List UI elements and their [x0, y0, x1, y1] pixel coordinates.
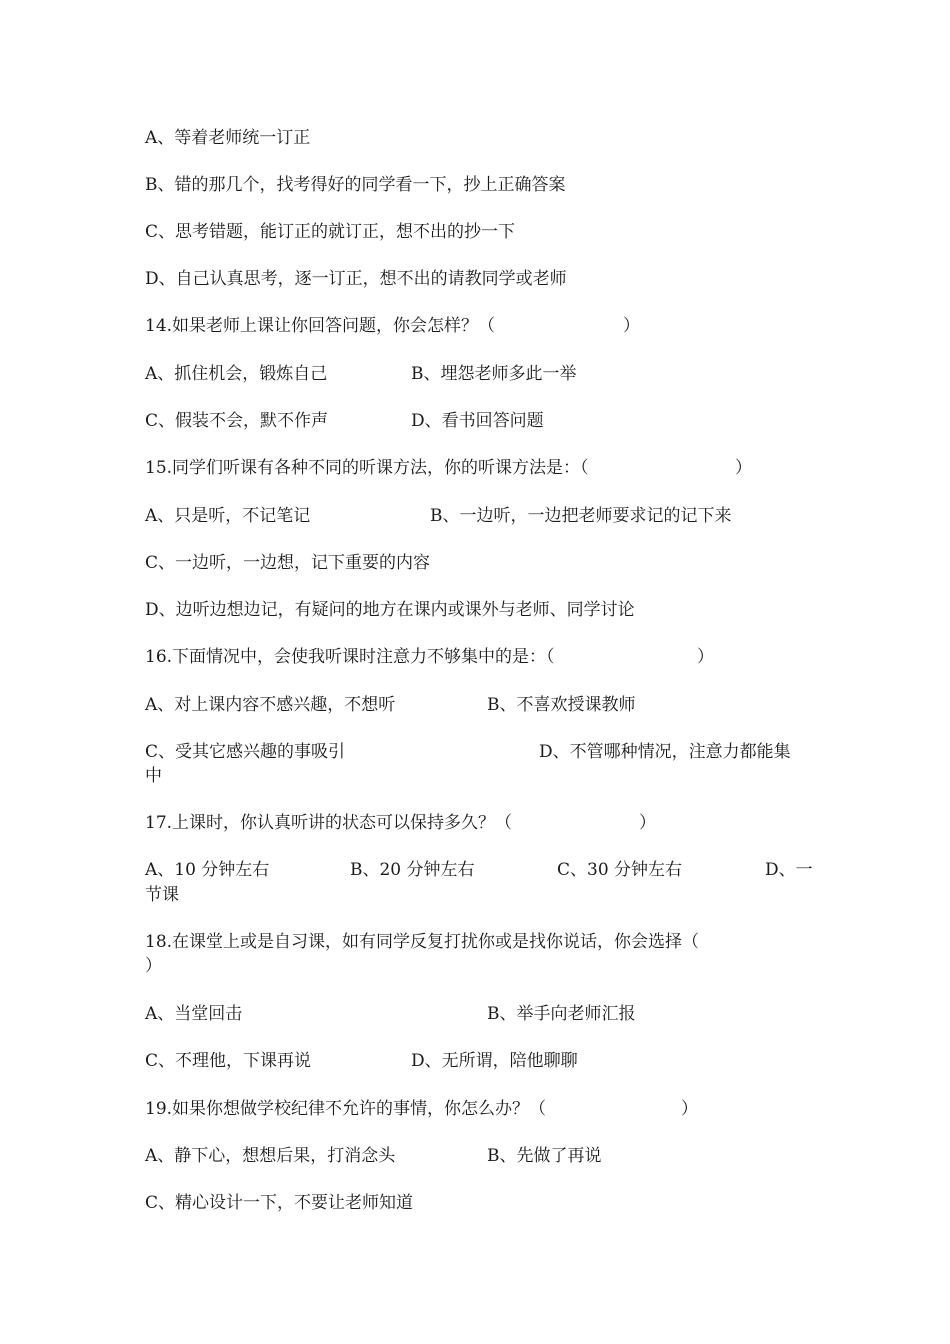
q15-paren-close: ）	[735, 458, 752, 478]
q19-option-a: A、静下心，想想后果，打消念头	[145, 1146, 396, 1166]
q13-option-d: D、自己认真思考，逐一订正，想不出的请教同学或老师	[145, 269, 567, 289]
q16-option-b: B、不喜欢授课教师	[487, 695, 636, 715]
q19-paren-close: ）	[681, 1099, 698, 1119]
q17-option-a: A、10 分钟左右	[145, 860, 270, 880]
q13-option-a: A、等着老师统一订正	[145, 128, 311, 148]
q13-option-c: C、思考错题，能订正的就订正，想不出的抄一下	[145, 222, 516, 242]
q19-option-c: C、精心设计一下，不要让老师知道	[145, 1193, 414, 1213]
q14-question-text: 14.如果老师上课让你回答问题，你会怎样？（	[145, 316, 496, 336]
q15-question-text: 15.同学们听课有各种不同的听课方法，你的听课方法是：（	[145, 458, 589, 478]
q18-option-c: C、不理他，下课再说	[145, 1051, 312, 1071]
q17-option-c: C、30 分钟左右	[557, 860, 683, 880]
q16-paren-close: ）	[697, 647, 714, 667]
q17-option-d-wrap: 节课	[145, 885, 179, 905]
q18-paren-close: ）	[145, 956, 162, 976]
q15-option-c: C、一边听，一边想，记下重要的内容	[145, 553, 431, 573]
q17-question-text: 17.上课时，你认真听讲的状态可以保持多久？（	[145, 813, 513, 833]
q17-option-d: D、一	[765, 860, 813, 880]
q14-option-b: B、埋怨老师多此一举	[411, 364, 577, 384]
q18-option-a: A、当堂回击	[145, 1004, 243, 1024]
q18-option-b: B、举手向老师汇报	[487, 1004, 636, 1024]
q17-paren-close: ）	[639, 813, 656, 833]
q13-option-b: B、错的那几个，找考得好的同学看一下，抄上正确答案	[145, 175, 566, 195]
q16-option-d: D、不管哪种情况，注意力都能集	[539, 742, 791, 762]
q14-paren-close: ）	[623, 316, 640, 336]
q16-option-d-wrap: 中	[145, 766, 162, 786]
q19-question-text: 19.如果你想做学校纪律不允许的事情，你怎么办？（	[145, 1099, 547, 1119]
q14-option-c: C、假装不会，默不作声	[145, 411, 329, 431]
q18-option-d: D、无所谓，陪他聊聊	[411, 1051, 578, 1071]
q14-option-d: D、看书回答问题	[411, 411, 544, 431]
q15-option-a: A、只是听，不记笔记	[145, 506, 311, 526]
q16-question-text: 16.下面情况中，会使我听课时注意力不够集中的是：（	[145, 647, 555, 667]
q15-option-d: D、边听边想边记，有疑问的地方在课内或课外与老师、同学讨论	[145, 600, 635, 620]
q15-option-b: B、一边听，一边把老师要求记的记下来	[430, 506, 732, 526]
q16-option-a: A、对上课内容不感兴趣，不想听	[145, 695, 396, 715]
q17-option-b: B、20 分钟左右	[350, 860, 475, 880]
q19-option-b: B、先做了再说	[487, 1146, 602, 1166]
q16-option-c: C、受其它感兴趣的事吸引	[145, 742, 346, 762]
q14-option-a: A、抓住机会，锻炼自己	[145, 364, 328, 384]
q18-question: 18.在课堂上或是自习课，如有同学反复打扰你或是找你说话，你会选择（	[145, 932, 700, 952]
